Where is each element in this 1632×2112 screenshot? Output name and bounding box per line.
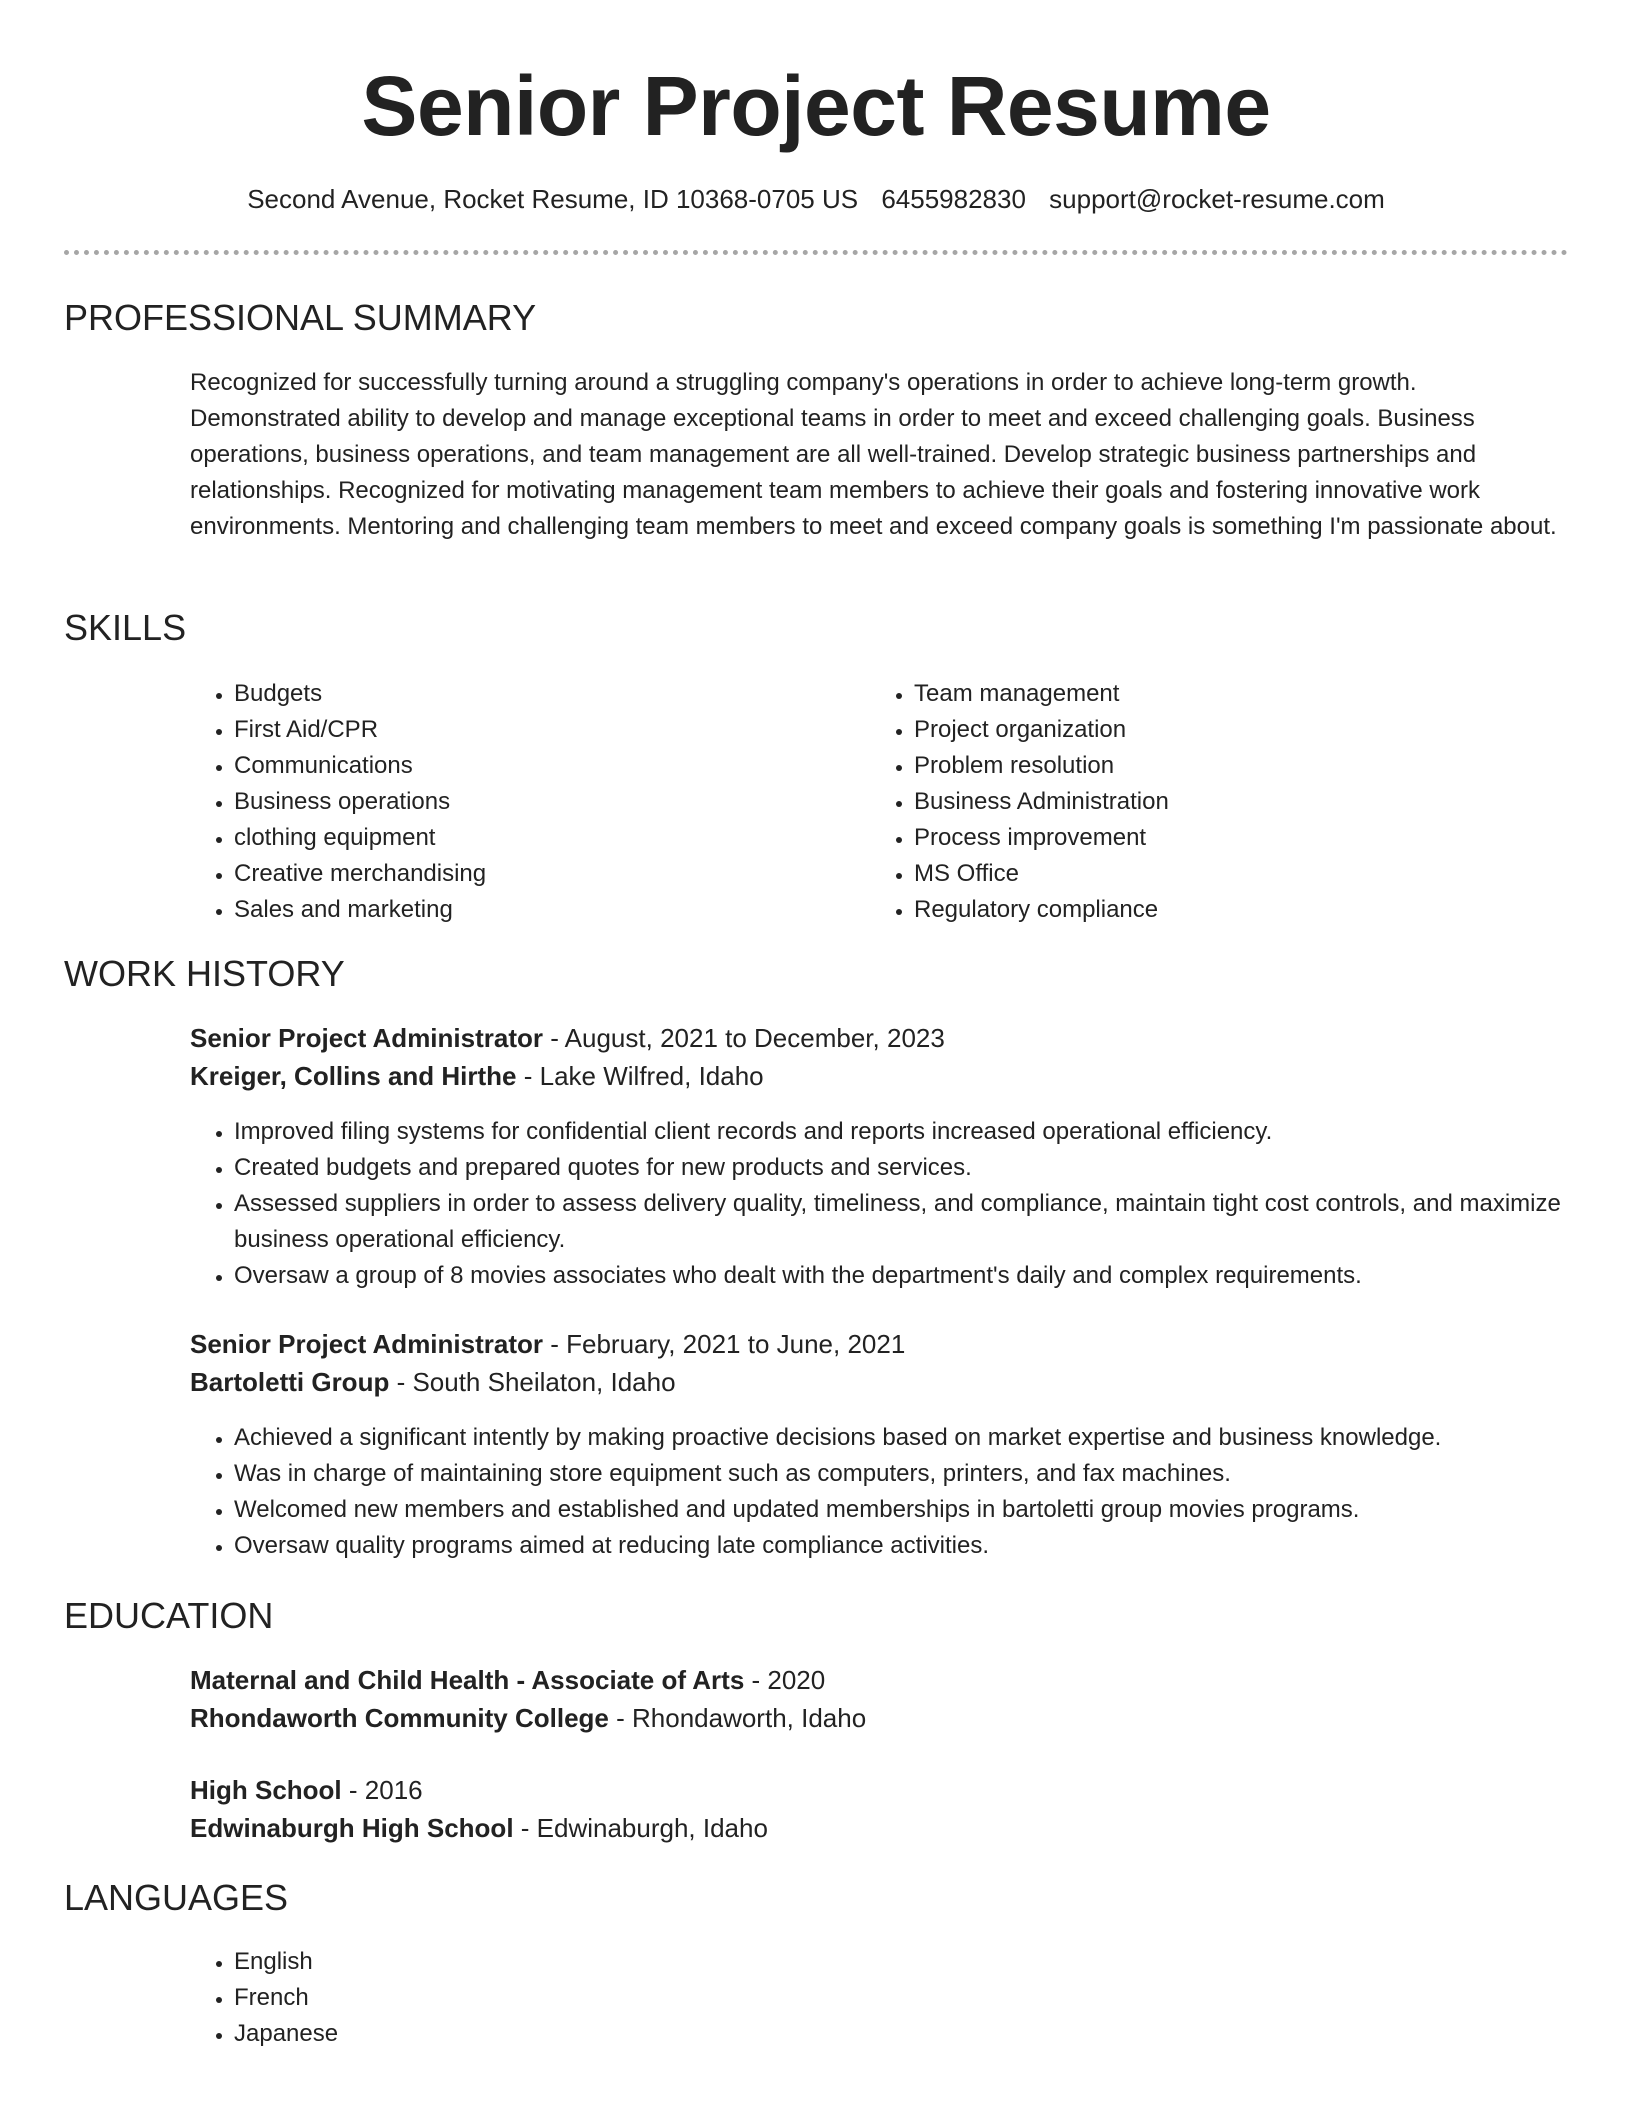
degree: Maternal and Child Health - Associate of Arts — [190, 1665, 745, 1695]
job-bullet: • Oversaw a group of 8 movies associates who dealt with the department's daily and complex requirements. — [234, 1258, 1570, 1294]
skills-list-left — [190, 676, 790, 928]
job-bullet: • Achieved a significant intently by making proactive decisions based on market expertise and business knowledge. — [234, 1420, 1570, 1456]
job-location: - Lake Wilfred, Idaho — [516, 1061, 764, 1091]
skill-item: • Team management — [914, 676, 1470, 712]
job-bullet: • Created budgets and prepared quotes for new products and services. — [234, 1150, 1570, 1186]
school: Edwinaburgh High School — [190, 1813, 514, 1843]
skills-column-left — [190, 676, 790, 928]
degree-year: - 2020 — [744, 1665, 826, 1695]
job-title-line — [190, 1326, 905, 1362]
job-company: Kreiger, Collins and Hirthe — [190, 1061, 517, 1091]
job-bullet: • Assessed suppliers in order to assess delivery quality, timeliness, and compliance, maintain tight cost controls, and maximize business operational efficiency. — [234, 1186, 1570, 1258]
job-role: Senior Project Administrator — [190, 1329, 543, 1359]
skill-item: • Communications — [234, 748, 790, 784]
skill-item: • Process improvement — [914, 820, 1470, 856]
contact-address: Second Avenue, Rocket Resume, ID 10368-0705 US — [247, 184, 859, 214]
languages-heading: LANGUAGES — [64, 1877, 289, 1918]
skills-list-right — [870, 676, 1470, 928]
skill-item: • Creative merchandising — [234, 856, 790, 892]
header-divider — [64, 250, 1568, 255]
contact-email: support@rocket-resume.com — [1049, 184, 1385, 214]
skill-item: • Budgets — [234, 676, 790, 712]
degree-line — [190, 1662, 825, 1698]
job-bullet: • Improved filing systems for confidential client records and reports increased operational efficiency. — [234, 1114, 1570, 1150]
language-item: • French — [234, 1980, 1570, 2016]
job-bullet: • Oversaw quality programs aimed at reducing late compliance activities. — [234, 1528, 1570, 1564]
school: Rhondaworth Community College — [190, 1703, 609, 1733]
skill-item: • First Aid/CPR — [234, 712, 790, 748]
job-company-line — [190, 1058, 764, 1094]
skill-item: • Regulatory compliance — [914, 892, 1470, 928]
degree-line — [190, 1772, 423, 1808]
skill-item: • Business Administration — [914, 784, 1470, 820]
school-location: - Edwinaburgh, Idaho — [513, 1813, 768, 1843]
language-item: • English — [234, 1944, 1570, 1980]
work-heading: WORK HISTORY — [64, 953, 345, 994]
job-bullets — [190, 1114, 1570, 1294]
job-role: Senior Project Administrator — [190, 1023, 543, 1053]
education-heading: EDUCATION — [64, 1595, 274, 1636]
skill-item: • Project organization — [914, 712, 1470, 748]
contact-phone: 6455982830 — [881, 184, 1026, 214]
job-dates: - February, 2021 to June, 2021 — [543, 1329, 906, 1359]
summary-text: Recognized for successfully turning around a struggling company's operations in order to achieve long-term growth. Demonstrated ability to develop and manage exceptional teams in order to meet and exceed challenging goals. Business operations, business operations, and team management are all well-trained. Develop strategic business partnerships and relationships. Recognized for motivating management team members to achieve their goals and fostering innovative work environments. Mentoring and challenging team members to meet and exceed company goals is something I'm passionate about. — [190, 369, 1557, 540]
job-dates: - August, 2021 to December, 2023 — [543, 1023, 945, 1053]
job-company: Bartoletti Group — [190, 1367, 390, 1397]
job-company-line — [190, 1364, 676, 1400]
degree-year: - 2016 — [341, 1775, 423, 1805]
skill-item: • Problem resolution — [914, 748, 1470, 784]
degree: High School — [190, 1775, 342, 1805]
skill-item: • MS Office — [914, 856, 1470, 892]
skills-heading: SKILLS — [64, 607, 187, 648]
summary-heading: PROFESSIONAL SUMMARY — [64, 297, 537, 338]
skill-item: • Business operations — [234, 784, 790, 820]
language-item: • Japanese — [234, 2016, 1570, 2052]
job-bullets — [190, 1420, 1570, 1564]
school-line — [190, 1700, 866, 1736]
resume-title: Senior Project Resume — [361, 59, 1271, 153]
job-title-line — [190, 1020, 945, 1056]
languages-list — [190, 1944, 1570, 2052]
job-bullet: • Was in charge of maintaining store equipment such as computers, printers, and fax machines. — [234, 1456, 1570, 1492]
contact-line — [0, 182, 1632, 216]
school-line — [190, 1810, 768, 1846]
job-bullet: • Welcomed new members and established and updated memberships in bartoletti group movies programs. — [234, 1492, 1570, 1528]
skill-item: • clothing equipment — [234, 820, 790, 856]
school-location: - Rhondaworth, Idaho — [608, 1703, 867, 1733]
skill-item: • Sales and marketing — [234, 892, 790, 928]
skills-column-right — [870, 676, 1470, 928]
job-location: - South Sheilaton, Idaho — [389, 1367, 676, 1397]
